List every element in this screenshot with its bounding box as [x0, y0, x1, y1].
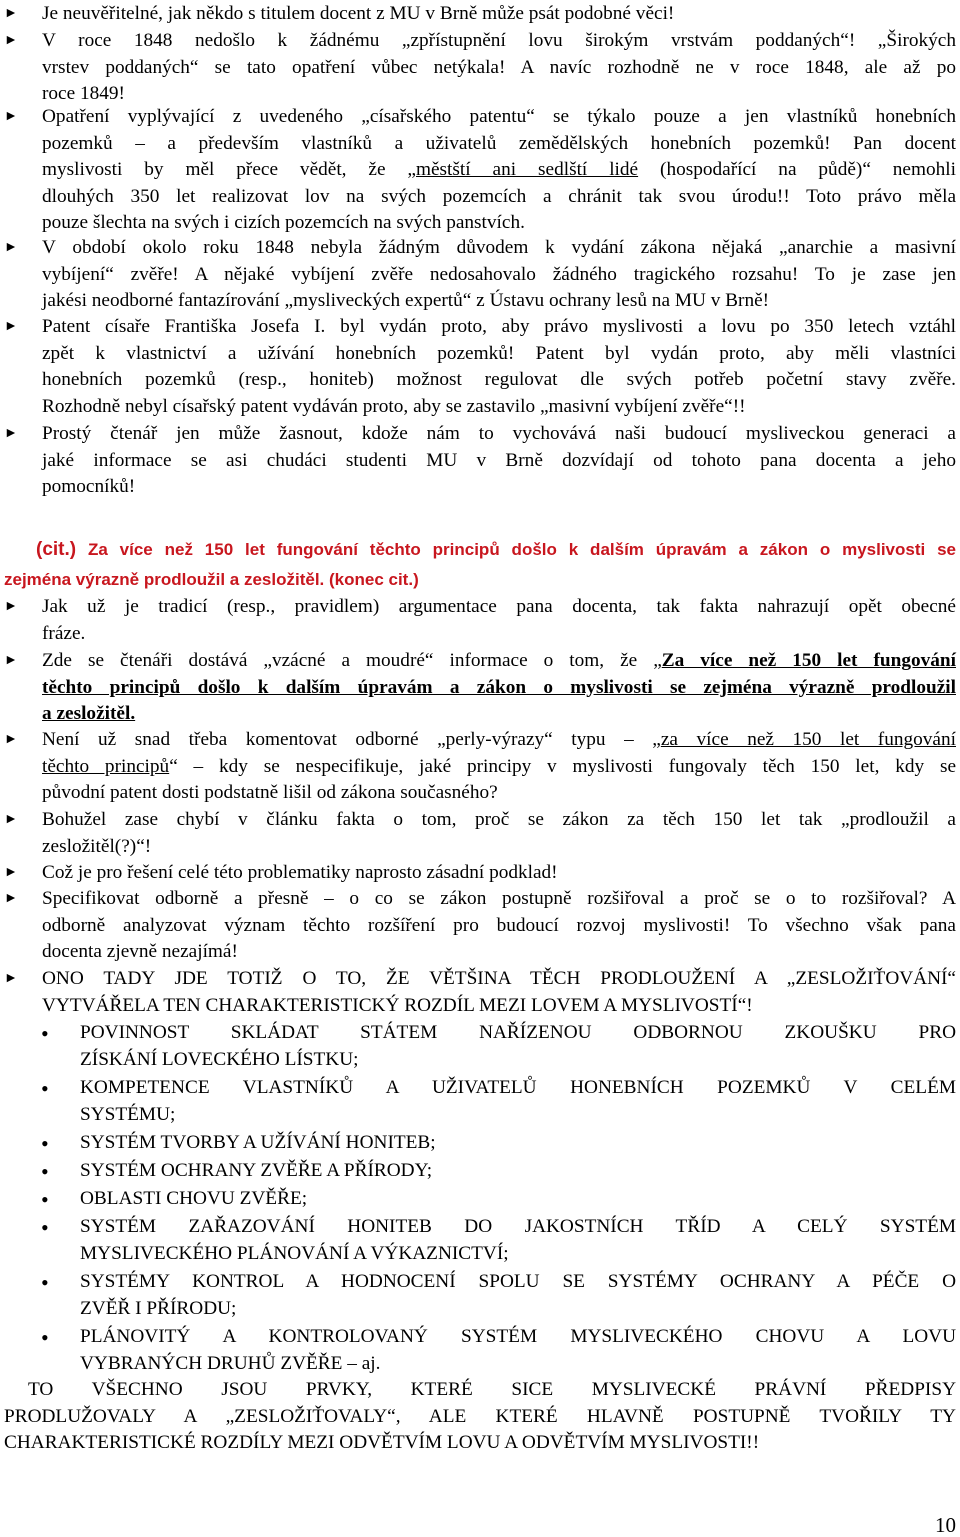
text-line: jaké informace se asi chudáci studenti MU v Brně dozvídají od tohoto pana docenta a jeho [42, 449, 956, 471]
text-line: VYTVÁŘELA TEN CHARAKTERISTICKÝ ROZDÍL MEZI LOVEM A MYSLIVOSTÍ“! [42, 994, 753, 1016]
bullet-arrow-icon: ► [4, 319, 18, 334]
text-line: Opatření vyplývající z uvedeného „císařského patentu“ se týkalo pouze a jen vlastníků honebních [42, 106, 956, 127]
text-line: VYBRANÝCH DRUHŮ ZVĚŘE – aj. [80, 1352, 381, 1374]
text-line: SYSTÉM TVORBY A UŽÍVÁNÍ HONITEB; [80, 1132, 436, 1153]
underlined-quote: Za více než 150 let fungování [661, 650, 956, 671]
bullet-dot-icon: • [41, 1215, 49, 1240]
bullet-dot-icon: • [41, 1021, 49, 1046]
text-line: POVINNOST SKLÁDAT STÁTEM NAŘÍZENOU ODBORNOU ZKOUŠKU PRO [80, 1022, 956, 1043]
underlined-phrase: městští ani sedlští lidé [416, 159, 639, 181]
text-line: PLÁNOVITÝ A KONTROLOVANÝ SYSTÉM MYSLIVECKÉHO CHOVU A LOVU [80, 1326, 956, 1347]
text-line: PRODLUŽOVALY A „ZESLOŽIŤOVALY“, ALE KTERÉ HLAVNĚ POSTUPNĚ TVOŘILY TY [4, 1405, 956, 1427]
bullet-arrow-icon: ► [4, 812, 18, 827]
text-line: ZÍSKÁNÍ LOVECKÉHO LÍSTKU; [80, 1048, 359, 1070]
bullet-arrow-icon: ► [4, 732, 18, 747]
citation-text: Za více než 150 let fungování těchto principů došlo k dalším úpravám a zákon o myslivosti se [76, 540, 956, 559]
text-span: Není už snad třeba komentovat odborné „perly-výrazy“ typu – „ [42, 729, 661, 750]
text-line: vybíjení“ zvěře! A nějaké vybíjení zvěře nedosahovalo žádného tragického rozsahu! To je zase jen [42, 263, 956, 285]
text-line: Rozhodně nebyl císařský patent vydáván proto, aby se zastavilo „masivní vybíjení zvěře“!! [42, 395, 746, 417]
bullet-dot-icon: • [41, 1076, 49, 1101]
text-line [42, 727, 956, 754]
bullet-arrow-icon: ► [4, 653, 18, 668]
bullet-dot-icon: • [41, 1187, 49, 1212]
text-line: Specifikovat odborně a přesně – o co se zákon postupně rozšiřoval a proč se o to rozšiřoval? A [42, 888, 956, 909]
text-line: Je neuvěřitelné, jak někdo s titulem docent z MU v Brně může psát podobné věci! [42, 3, 675, 24]
text-span: “ – kdy se nespecifikuje, jaké principy v myslivosti fungovaly těch 150 let, kdy se [169, 755, 957, 777]
underlined-quote: za více než 150 let fungování [660, 729, 956, 750]
bullet-dot-icon: • [41, 1131, 49, 1156]
text-line: SYSTÉMY KONTROL A HODNOCENÍ SPOLU SE SYSTÉMY OCHRANY A PÉČE O [80, 1271, 956, 1292]
text-line: pomocníků! [42, 476, 136, 498]
text-line: CHARAKTERISTICKÉ ROZDÍLY MEZI ODVĚTVÍM LOVU A ODVĚTVÍM MYSLIVOSTI!! [4, 1432, 760, 1454]
text-line: roce 1849! [42, 83, 125, 105]
bullet-arrow-icon: ► [4, 6, 18, 21]
text-line: Jak už je tradicí (resp., pravidlem) argumentace pana docenta, tak fakta nahrazují opět obecné [42, 596, 956, 617]
text-line: odborně analyzovat význam těchto rozšíření pro budoucí rozvoj myslivosti! To všechno však pana [42, 914, 956, 936]
bullet-dot-icon: • [41, 1270, 49, 1295]
text-line: V období okolo roku 1848 nebyla žádným důvodem k vydání zákona nějaká „anarchie a masivní [42, 237, 956, 258]
underlined-quote: těchto principů došlo k dalším úpravám a zákon o myslivosti se zejména výrazně prodloužil [42, 676, 956, 698]
text-line: docenta zjevně nezajímá! [42, 941, 238, 963]
citation-line: zejména výrazně prodloužil a zesložitěl. (konec cit.) [4, 570, 419, 589]
text-line: zpět k vlastnictví a užívání honebních pozemků! Patent byl vydán proto, aby měli vlastníci [42, 342, 956, 364]
text-line: dlouhých 350 let realizovat lov na svých pozemcích a chránit tak svou úrodu!! Toto právo měla [42, 185, 956, 207]
citation-open-label: (cit.) [36, 539, 77, 560]
bullet-arrow-icon: ► [4, 33, 18, 48]
bullet-arrow-icon: ► [4, 426, 18, 441]
text-span: Zde se čtenáři dostává „vzácné a moudré“ informace o tom, že „ [42, 650, 662, 671]
text-line: honebních pozemků (resp., honiteb) možnost regulovat dle svých potřeb početní stavy zvěře. [42, 369, 956, 391]
text-line: ONO TADY JDE TOTIŽ O TO, ŽE VĚTŠINA TĚCH PRODLOUŽENÍ A „ZESLOŽIŤOVÁNÍ“ [42, 968, 956, 989]
bullet-arrow-icon: ► [4, 240, 18, 255]
bullet-arrow-icon: ► [4, 971, 18, 986]
text-line [42, 701, 956, 728]
text-line: vrstev poddaných“ se tato opatření vůbec netýkala! A navíc rozhodně ne v roce 1848, ale až po [42, 56, 956, 78]
underlined-quote: a zesložitěl. [42, 703, 136, 725]
underlined-quote: těchto principů [42, 755, 170, 777]
text-line: Což je pro řešení celé této problematiky naprosto zásadní podklad! [42, 862, 558, 883]
text-line: Bohužel zase chybí v článku fakta o tom, proč se zákon za těch 150 let tak „prodloužil a [42, 809, 956, 830]
bullet-arrow-icon: ► [4, 109, 18, 124]
text-line: ZVĚŘ I PŘÍRODU; [80, 1297, 237, 1319]
bullet-dot-icon: • [41, 1159, 49, 1184]
text-line: SYSTÉM OCHRANY ZVĚŘE A PŘÍRODY; [80, 1160, 433, 1181]
text-line: OBLASTI CHOVU ZVĚŘE; [80, 1188, 308, 1209]
bullet-arrow-icon: ► [4, 599, 18, 614]
bullet-arrow-icon: ► [4, 865, 18, 880]
text-line: původní patent dosti podstatně lišil od zákona současného? [42, 782, 498, 804]
text-line: pouze šlechta na svých i cizích pozemcích na svých panstvích. [42, 212, 525, 234]
text-line: SYSTÉMU; [80, 1103, 176, 1125]
text-line: V roce 1848 nedošlo k žádnému „zpřístupnění lovu širokým vrstvám poddaných“! „Širokých [42, 30, 956, 51]
text-line: pozemků – a především vlastníků a uživatelů zemědělských honebních pozemků! Pan docent [42, 132, 956, 154]
text-line [42, 675, 956, 702]
text-span: (hospodařící na půdě)“ nemohli [638, 159, 956, 181]
bullet-dot-icon: • [41, 1325, 49, 1350]
text-span: myslivosti by měl přece vědět, že „ [42, 159, 416, 181]
text-line: SYSTÉM ZAŘAZOVÁNÍ HONITEB DO JAKOSTNÍCH TŘÍD A CELÝ SYSTÉM [80, 1216, 956, 1237]
text-line: fráze. [42, 622, 86, 644]
text-line: MYSLIVECKÉHO PLÁNOVÁNÍ A VÝKAZNICTVÍ; [80, 1242, 509, 1264]
text-line [42, 648, 956, 675]
citation-line [36, 535, 956, 565]
text-line [42, 157, 956, 184]
page-number: 10 [935, 1513, 956, 1537]
text-line: zesložitěl(?)“! [42, 835, 152, 857]
text-line: KOMPETENCE VLASTNÍKŮ A UŽIVATELŮ HONEBNÍCH POZEMKŮ V CELÉM [80, 1077, 956, 1098]
text-line [42, 754, 956, 781]
text-line: Patent císaře Františka Josefa I. byl vydán proto, aby právo myslivosti a lovu po 350 letech vztáhl [42, 316, 956, 337]
text-line: TO VŠECHNO JSOU PRVKY, KTERÉ SICE MYSLIVECKÉ PRÁVNÍ PŘEDPISY [28, 1379, 956, 1400]
text-line: jakési neodborné fantazírování „mysliveckých expertů“ z Ústavu ochrany lesů na MU v Brně! [42, 290, 770, 312]
text-line: Prostý čtenář jen může žasnout, kdože nám to vychovává naši budoucí mysliveckou generaci a [42, 423, 956, 444]
bullet-arrow-icon: ► [4, 891, 18, 906]
